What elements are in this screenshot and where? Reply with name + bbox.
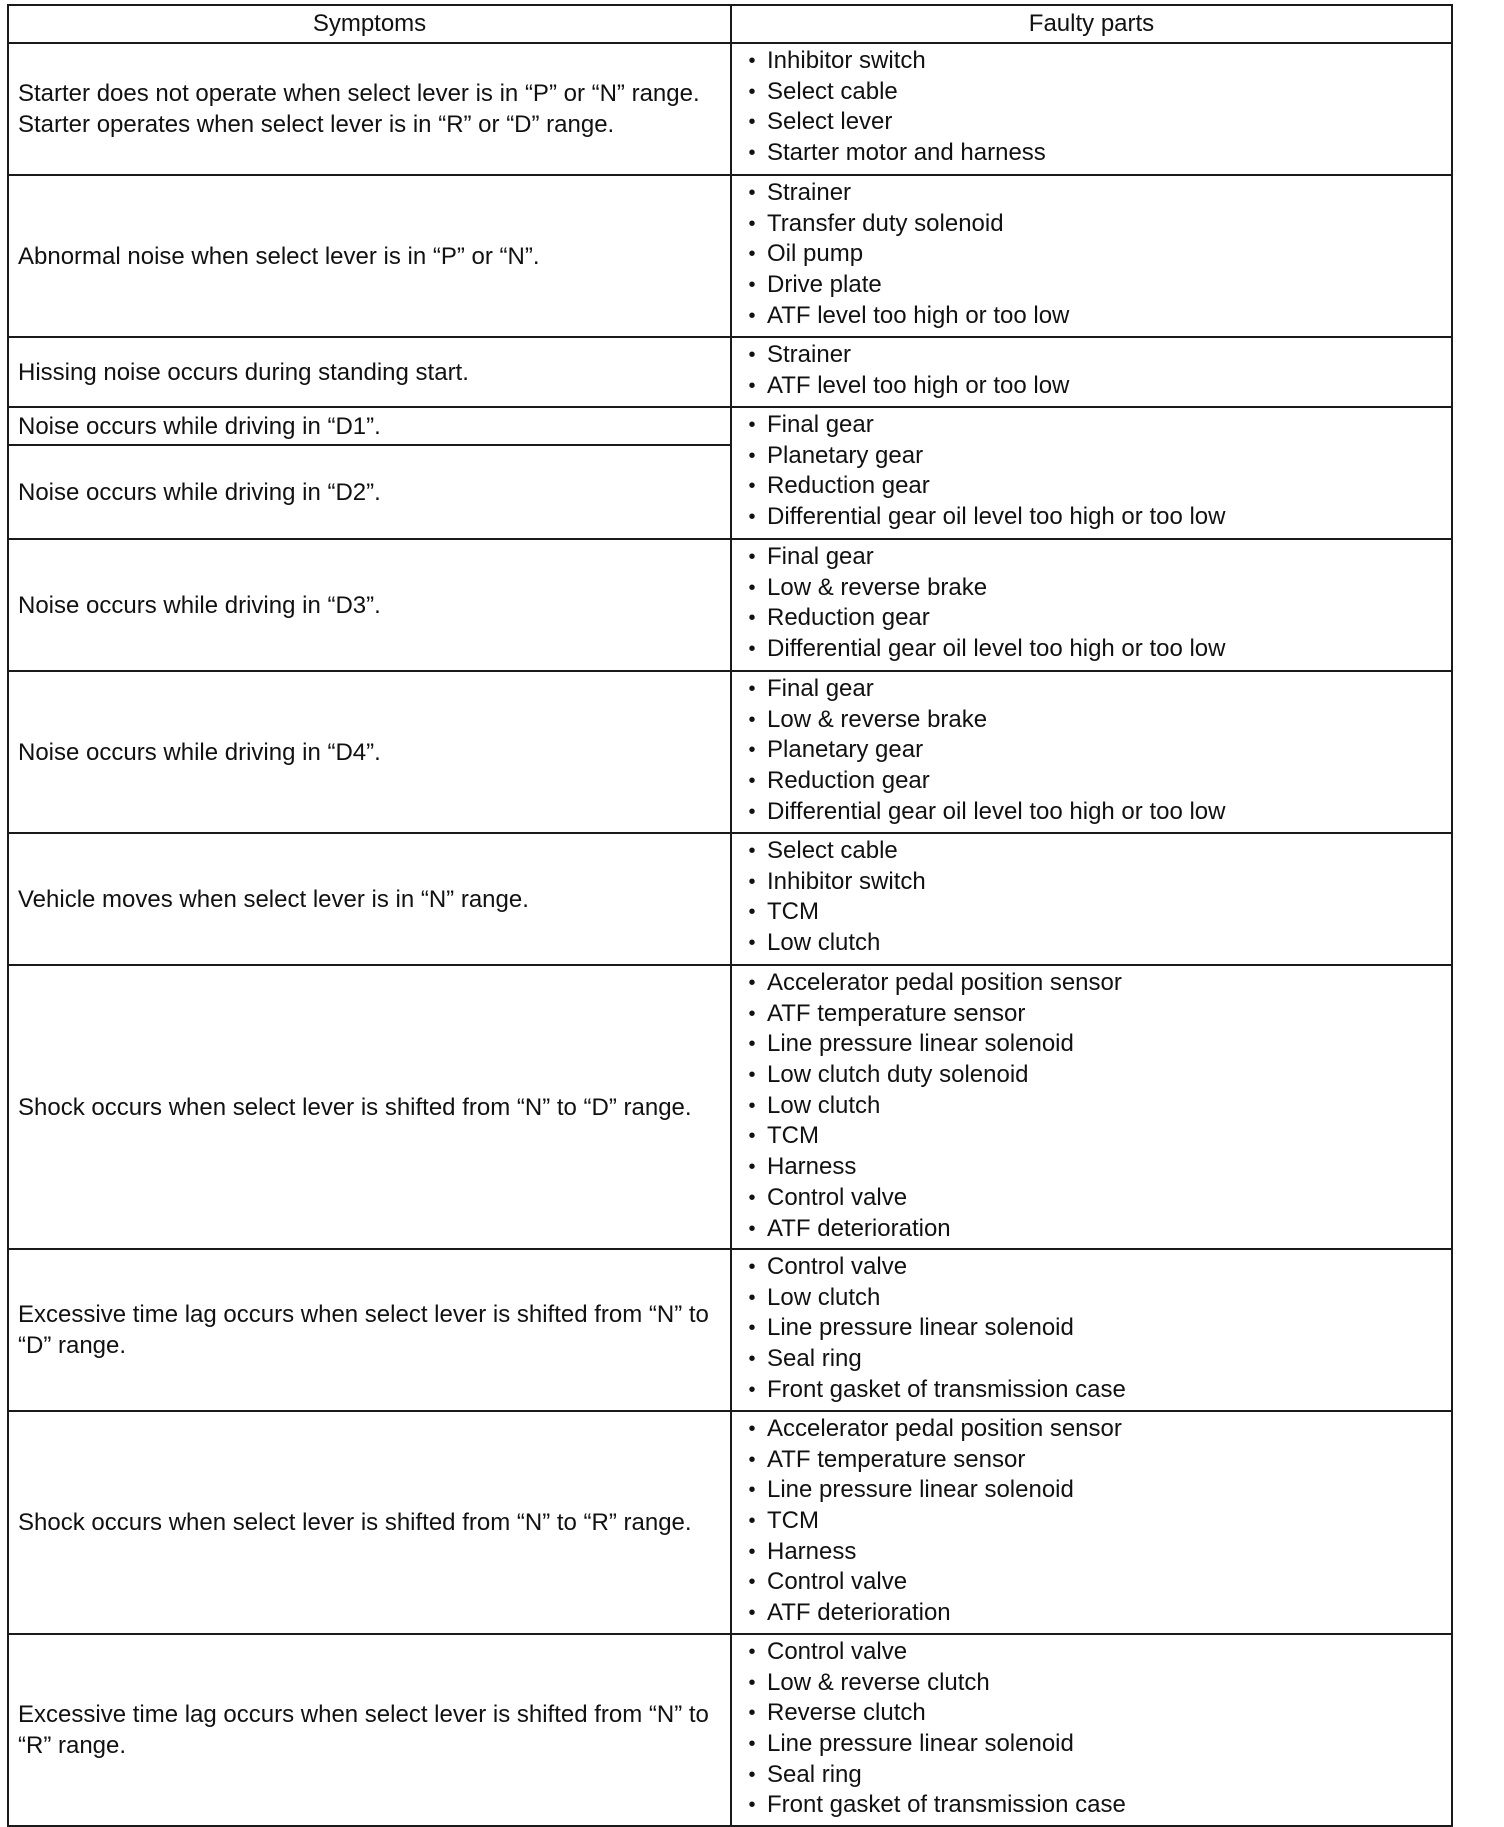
faulty-part-text: Inhibitor switch bbox=[767, 867, 926, 895]
bullet-icon: • bbox=[748, 1641, 756, 1663]
faulty-parts-cell bbox=[731, 1411, 1452, 1634]
faulty-part-item bbox=[732, 471, 1451, 502]
bullet-icon: • bbox=[748, 1733, 756, 1756]
faulty-part-text: TCM bbox=[767, 1507, 819, 1535]
faulty-part-item bbox=[732, 542, 1451, 573]
faulty-part-text: Front gasket of transmission case bbox=[767, 1375, 1126, 1403]
bullet-icon: • bbox=[748, 1125, 756, 1148]
faulty-part-item bbox=[732, 209, 1451, 240]
faulty-part-item bbox=[732, 797, 1451, 828]
faulty-part-text: Reduction gear bbox=[767, 767, 930, 795]
faulty-part-text: Select cable bbox=[767, 837, 898, 864]
faulty-part-item bbox=[732, 178, 1451, 209]
faulty-part-item bbox=[732, 573, 1451, 604]
faulty-part-text: Harness bbox=[767, 1537, 857, 1565]
symptom-cell: Vehicle moves when select lever is in “N” range. bbox=[8, 833, 731, 965]
bullet-icon: • bbox=[748, 576, 756, 599]
faulty-part-text: TCM bbox=[767, 898, 819, 926]
bullet-icon: • bbox=[748, 1186, 756, 1209]
bullet-icon: • bbox=[748, 142, 756, 165]
bullet-icon: • bbox=[748, 840, 756, 862]
faulty-parts-list bbox=[732, 836, 1451, 959]
faulty-part-text: Seal ring bbox=[767, 1345, 862, 1373]
faulty-parts-cell bbox=[731, 175, 1452, 337]
faulty-parts-list bbox=[732, 674, 1451, 827]
faulty-part-item bbox=[732, 1375, 1451, 1406]
bullet-icon: • bbox=[748, 506, 756, 529]
bullet-icon: • bbox=[748, 182, 756, 204]
symptoms-header: Symptoms bbox=[8, 5, 731, 43]
bullet-icon: • bbox=[748, 1094, 756, 1117]
bullet-icon: • bbox=[748, 444, 756, 467]
faulty-part-text: Low & reverse brake bbox=[767, 705, 988, 733]
faulty-part-text: Oil pump bbox=[767, 240, 864, 268]
faulty-parts-list bbox=[732, 1637, 1451, 1821]
bullet-icon: • bbox=[748, 374, 756, 397]
faulty-part-item bbox=[732, 705, 1451, 736]
faulty-part-text: Low clutch bbox=[767, 1283, 881, 1311]
faulty-parts-cell bbox=[731, 965, 1452, 1249]
bullet-icon: • bbox=[748, 414, 756, 436]
faulty-part-text: Accelerator pedal position sensor bbox=[767, 1415, 1122, 1442]
bullet-icon: • bbox=[748, 80, 756, 103]
faulty-part-text: Low & reverse brake bbox=[767, 573, 988, 601]
faulty-parts-cell bbox=[731, 671, 1452, 833]
faulty-parts-cell bbox=[731, 833, 1452, 965]
faulty-part-item bbox=[732, 1121, 1451, 1152]
bullet-icon: • bbox=[748, 870, 756, 893]
faulty-part-item bbox=[732, 410, 1451, 441]
faulty-part-item bbox=[732, 674, 1451, 705]
bullet-icon: • bbox=[748, 111, 756, 134]
faulty-part-text: Accelerator pedal position sensor bbox=[767, 969, 1122, 996]
symptoms-table bbox=[7, 4, 1453, 1827]
symptom-cell: Shock occurs when select lever is shifted from “N” to “D” range. bbox=[8, 965, 731, 1249]
faulty-part-item bbox=[732, 239, 1451, 270]
faulty-part-item bbox=[732, 1637, 1451, 1668]
faulty-part-text: Low clutch bbox=[767, 929, 881, 957]
table-row bbox=[8, 1411, 1452, 1634]
faulty-part-item bbox=[732, 1760, 1451, 1791]
bullet-icon: • bbox=[748, 1064, 756, 1087]
symptom-cell: Starter does not operate when select lever is in “P” or “N” range. Starter operates when select lever is in “R” or “D” range. bbox=[8, 43, 731, 175]
bullet-icon: • bbox=[748, 1348, 756, 1371]
faulty-part-item bbox=[732, 1344, 1451, 1375]
faulty-part-text: ATF deterioration bbox=[767, 1214, 951, 1242]
faulty-part-text: Line pressure linear solenoid bbox=[767, 1030, 1074, 1058]
bullet-icon: • bbox=[748, 972, 756, 994]
faulty-part-text: Planetary gear bbox=[767, 441, 924, 469]
faulty-part-item bbox=[732, 1668, 1451, 1699]
faulty-part-item bbox=[732, 1598, 1451, 1629]
faulty-part-item bbox=[732, 603, 1451, 634]
table-row bbox=[8, 337, 1452, 407]
symptom-cell: Noise occurs while driving in “D1”. bbox=[8, 407, 731, 445]
table-row bbox=[8, 833, 1452, 965]
bullet-icon: • bbox=[748, 901, 756, 924]
faulty-part-item bbox=[732, 735, 1451, 766]
bullet-icon: • bbox=[748, 770, 756, 793]
bullet-icon: • bbox=[748, 708, 756, 731]
faulty-parts-cell bbox=[731, 337, 1452, 407]
symptom-cell: Excessive time lag occurs when select lever is shifted from “N” to “D” range. bbox=[8, 1249, 731, 1411]
bullet-icon: • bbox=[748, 274, 756, 297]
bullet-icon: • bbox=[748, 1602, 756, 1625]
bullet-icon: • bbox=[748, 1033, 756, 1056]
table-row bbox=[8, 175, 1452, 337]
table-row bbox=[8, 671, 1452, 833]
faulty-part-item bbox=[732, 1698, 1451, 1729]
faulty-part-item bbox=[732, 502, 1451, 533]
faulty-part-text: ATF deterioration bbox=[767, 1599, 951, 1627]
bullet-icon: • bbox=[748, 1479, 756, 1502]
faulty-part-item bbox=[732, 301, 1451, 332]
bullet-icon: • bbox=[748, 800, 756, 823]
faulty-parts-cell bbox=[731, 1634, 1452, 1826]
faulty-part-text: ATF level too high or too low bbox=[767, 371, 1070, 399]
faulty-part-item bbox=[732, 441, 1451, 472]
bullet-icon: • bbox=[748, 932, 756, 955]
symptom-cell: Excessive time lag occurs when select lever is shifted from “N” to “R” range. bbox=[8, 1634, 731, 1826]
faulty-part-text: Reduction gear bbox=[767, 472, 930, 500]
faulty-part-item bbox=[732, 1537, 1451, 1568]
table-row bbox=[8, 407, 1452, 445]
symptom-cell: Noise occurs while driving in “D4”. bbox=[8, 671, 731, 833]
header-row bbox=[8, 5, 1452, 43]
faulty-part-item bbox=[732, 371, 1451, 402]
faulty-part-item bbox=[732, 340, 1451, 371]
faulty-part-item bbox=[732, 1506, 1451, 1537]
bullet-icon: • bbox=[748, 1286, 756, 1309]
table-row bbox=[8, 1249, 1452, 1411]
faulty-part-item bbox=[732, 1252, 1451, 1283]
bullet-icon: • bbox=[748, 1156, 756, 1179]
table-body bbox=[8, 43, 1452, 1826]
faulty-part-text: Control valve bbox=[767, 1568, 908, 1596]
faulty-parts-list bbox=[732, 340, 1451, 401]
faulty-part-text: Inhibitor switch bbox=[767, 47, 926, 74]
faulty-part-text: Select cable bbox=[767, 77, 898, 105]
faulty-part-text: Differential gear oil level too high or too low bbox=[767, 503, 1226, 531]
symptom-cell: Shock occurs when select lever is shifted from “N” to “R” range. bbox=[8, 1411, 731, 1634]
faulty-part-text: Differential gear oil level too high or too low bbox=[767, 635, 1226, 663]
faulty-part-item bbox=[732, 107, 1451, 138]
table-row bbox=[8, 43, 1452, 175]
faulty-part-item bbox=[732, 766, 1451, 797]
faulty-part-text: Reduction gear bbox=[767, 604, 930, 632]
bullet-icon: • bbox=[748, 475, 756, 498]
faulty-part-text: ATF temperature sensor bbox=[767, 1445, 1026, 1473]
bullet-icon: • bbox=[748, 1217, 756, 1240]
faulty-part-item bbox=[732, 836, 1451, 867]
faulty-part-text: Low clutch bbox=[767, 1091, 881, 1119]
faulty-part-text: Harness bbox=[767, 1153, 857, 1181]
faulty-part-text: Control valve bbox=[767, 1638, 908, 1665]
faulty-part-item bbox=[732, 77, 1451, 108]
faulty-part-item bbox=[732, 1567, 1451, 1598]
faulty-part-item bbox=[732, 1060, 1451, 1091]
faulty-part-text: Front gasket of transmission case bbox=[767, 1791, 1126, 1819]
faulty-part-text: Final gear bbox=[767, 675, 874, 702]
faulty-part-text: Line pressure linear solenoid bbox=[767, 1314, 1074, 1342]
symptom-cell: Abnormal noise when select lever is in “P” or “N”. bbox=[8, 175, 731, 337]
faulty-parts-header: Faulty parts bbox=[731, 5, 1452, 43]
faulty-part-item bbox=[732, 968, 1451, 999]
symptom-cell: Noise occurs while driving in “D2”. bbox=[8, 445, 731, 539]
faulty-part-text: Line pressure linear solenoid bbox=[767, 1476, 1074, 1504]
faulty-part-text: Select lever bbox=[767, 108, 893, 136]
bullet-icon: • bbox=[748, 678, 756, 700]
bullet-icon: • bbox=[748, 1378, 756, 1401]
bullet-icon: • bbox=[748, 1418, 756, 1440]
faulty-part-item bbox=[732, 1790, 1451, 1821]
faulty-part-text: Seal ring bbox=[767, 1760, 862, 1788]
faulty-parts-cell bbox=[731, 407, 1452, 539]
faulty-part-text: Reverse clutch bbox=[767, 1699, 926, 1727]
bullet-icon: • bbox=[748, 607, 756, 630]
bullet-icon: • bbox=[748, 1540, 756, 1563]
faulty-part-item bbox=[732, 897, 1451, 928]
faulty-part-text: Line pressure linear solenoid bbox=[767, 1730, 1074, 1758]
faulty-part-item bbox=[732, 1729, 1451, 1760]
faulty-part-text: Low & reverse clutch bbox=[767, 1668, 990, 1696]
faulty-parts-list bbox=[732, 542, 1451, 665]
bullet-icon: • bbox=[748, 1448, 756, 1471]
faulty-parts-cell bbox=[731, 539, 1452, 671]
faulty-part-text: ATF level too high or too low bbox=[767, 301, 1070, 329]
bullet-icon: • bbox=[748, 1002, 756, 1025]
bullet-icon: • bbox=[748, 1794, 756, 1817]
faulty-part-text: Final gear bbox=[767, 543, 874, 570]
faulty-part-item bbox=[732, 867, 1451, 898]
faulty-part-text: Starter motor and harness bbox=[767, 139, 1046, 167]
faulty-part-item bbox=[732, 1029, 1451, 1060]
faulty-part-item bbox=[732, 928, 1451, 959]
faulty-part-item bbox=[732, 1183, 1451, 1214]
symptom-cell: Hissing noise occurs during standing start. bbox=[8, 337, 731, 407]
bullet-icon: • bbox=[748, 1256, 756, 1278]
faulty-part-text: Drive plate bbox=[767, 271, 882, 299]
bullet-icon: • bbox=[748, 546, 756, 568]
faulty-part-item bbox=[732, 999, 1451, 1030]
faulty-part-item bbox=[732, 1152, 1451, 1183]
bullet-icon: • bbox=[748, 638, 756, 661]
faulty-part-item bbox=[732, 46, 1451, 77]
faulty-part-item bbox=[732, 1283, 1451, 1314]
faulty-parts-cell bbox=[731, 43, 1452, 175]
bullet-icon: • bbox=[748, 739, 756, 762]
faulty-part-text: Differential gear oil level too high or too low bbox=[767, 797, 1226, 825]
faulty-part-item bbox=[732, 1414, 1451, 1445]
faulty-parts-list bbox=[732, 46, 1451, 169]
faulty-parts-list bbox=[732, 1252, 1451, 1405]
table-row bbox=[8, 539, 1452, 671]
faulty-parts-list bbox=[732, 178, 1451, 331]
table-row bbox=[8, 965, 1452, 1249]
faulty-part-text: Planetary gear bbox=[767, 736, 924, 764]
bullet-icon: • bbox=[748, 344, 756, 366]
faulty-part-item bbox=[732, 270, 1451, 301]
faulty-part-item bbox=[732, 1313, 1451, 1344]
faulty-part-text: Low clutch duty solenoid bbox=[767, 1061, 1029, 1089]
faulty-parts-list bbox=[732, 968, 1451, 1244]
faulty-part-text: Control valve bbox=[767, 1183, 908, 1211]
bullet-icon: • bbox=[748, 1763, 756, 1786]
bullet-icon: • bbox=[748, 1317, 756, 1340]
faulty-part-item bbox=[732, 1445, 1451, 1476]
bullet-icon: • bbox=[748, 212, 756, 235]
faulty-part-text: Strainer bbox=[767, 341, 852, 368]
faulty-part-text: Final gear bbox=[767, 411, 874, 438]
faulty-part-item bbox=[732, 1091, 1451, 1122]
faulty-part-text: Transfer duty solenoid bbox=[767, 209, 1004, 237]
faulty-part-item bbox=[732, 138, 1451, 169]
bullet-icon: • bbox=[748, 1510, 756, 1533]
faulty-part-item bbox=[732, 1214, 1451, 1245]
bullet-icon: • bbox=[748, 1702, 756, 1725]
faulty-part-text: ATF temperature sensor bbox=[767, 999, 1026, 1027]
bullet-icon: • bbox=[748, 1671, 756, 1694]
faulty-part-text: Strainer bbox=[767, 179, 852, 206]
faulty-part-text: Control valve bbox=[767, 1253, 908, 1280]
bullet-icon: • bbox=[748, 1571, 756, 1594]
bullet-icon: • bbox=[748, 50, 756, 72]
faulty-part-text: TCM bbox=[767, 1122, 819, 1150]
symptom-cell: Noise occurs while driving in “D3”. bbox=[8, 539, 731, 671]
faulty-parts-cell bbox=[731, 1249, 1452, 1411]
bullet-icon: • bbox=[748, 243, 756, 266]
faulty-parts-list bbox=[732, 410, 1451, 533]
faulty-part-item bbox=[732, 1475, 1451, 1506]
table-row bbox=[8, 1634, 1452, 1826]
faulty-parts-list bbox=[732, 1414, 1451, 1629]
faulty-part-item bbox=[732, 634, 1451, 665]
bullet-icon: • bbox=[748, 304, 756, 327]
